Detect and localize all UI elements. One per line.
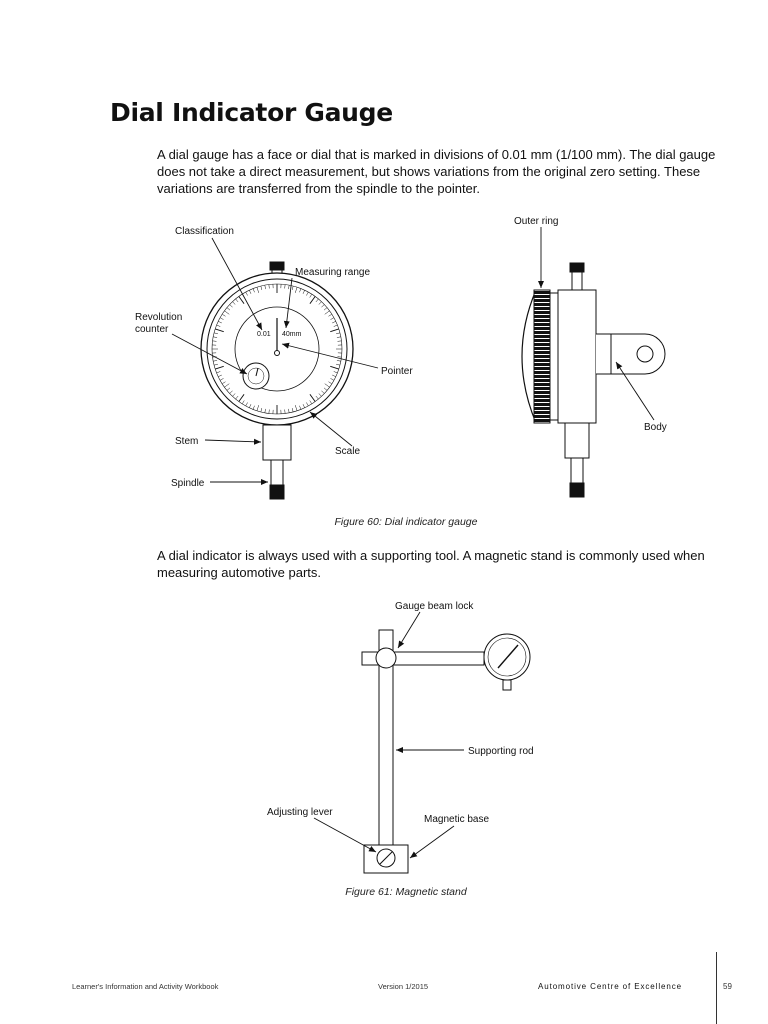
footer-version: Version 1/2015 bbox=[378, 982, 429, 991]
label-scale: Scale bbox=[335, 446, 361, 457]
intro-paragraph: A dial gauge has a face or dial that is marked in divisions of 0.01 mm (1/100 mm). The dial gauge does not take a direct measurement, but shows variations from the original zero setting. These variations are transferred from the spindle to the pointer. bbox=[157, 147, 716, 196]
dial-indicator-figure bbox=[0, 205, 768, 510]
label-revolution-counter-line2: counter bbox=[135, 324, 169, 335]
magnetic-stand-figure bbox=[0, 595, 768, 875]
gauge-body bbox=[558, 290, 596, 423]
label-stem: Stem bbox=[175, 436, 199, 447]
label-adjusting-lever: Adjusting lever bbox=[267, 807, 333, 818]
page-number: 59 bbox=[723, 982, 732, 991]
outer-ring bbox=[534, 290, 550, 423]
beam-lock-clamp bbox=[376, 648, 396, 668]
dial-gauge-front bbox=[201, 262, 353, 499]
label-revolution-counter-line1: Revolution bbox=[135, 312, 183, 323]
label-outer-ring: Outer ring bbox=[514, 216, 559, 227]
footer-divider bbox=[716, 952, 717, 1024]
figure61-caption: Figure 61: Magnetic stand bbox=[345, 886, 467, 898]
spindle bbox=[271, 460, 283, 485]
dial-division-text: 0.01 bbox=[257, 331, 271, 338]
figure60-caption: Figure 60: Dial indicator gauge bbox=[334, 516, 478, 528]
page-title: Dial Indicator Gauge bbox=[110, 98, 393, 127]
dial-range-text: 40mm bbox=[282, 331, 302, 338]
footer-workbook-title: Learner's Information and Activity Workbook bbox=[72, 982, 219, 991]
dial-gauge-side bbox=[522, 263, 665, 497]
footer-organisation: Automotive Centre of Excellence bbox=[538, 982, 682, 991]
label-classification: Classification bbox=[175, 226, 234, 237]
top-cap bbox=[270, 262, 284, 270]
label-pointer: Pointer bbox=[381, 366, 413, 377]
label-gauge-beam-lock: Gauge beam lock bbox=[395, 601, 474, 612]
label-supporting-rod: Supporting rod bbox=[468, 746, 534, 757]
label-spindle: Spindle bbox=[171, 478, 205, 489]
label-magnetic-base: Magnetic base bbox=[424, 814, 490, 825]
support-paragraph: A dial indicator is always used with a supporting tool. A magnetic stand is commonly used when measuring automotive parts. bbox=[157, 548, 705, 580]
label-body: Body bbox=[644, 422, 667, 433]
label-measuring-range: Measuring range bbox=[295, 267, 371, 278]
stem bbox=[263, 425, 291, 460]
